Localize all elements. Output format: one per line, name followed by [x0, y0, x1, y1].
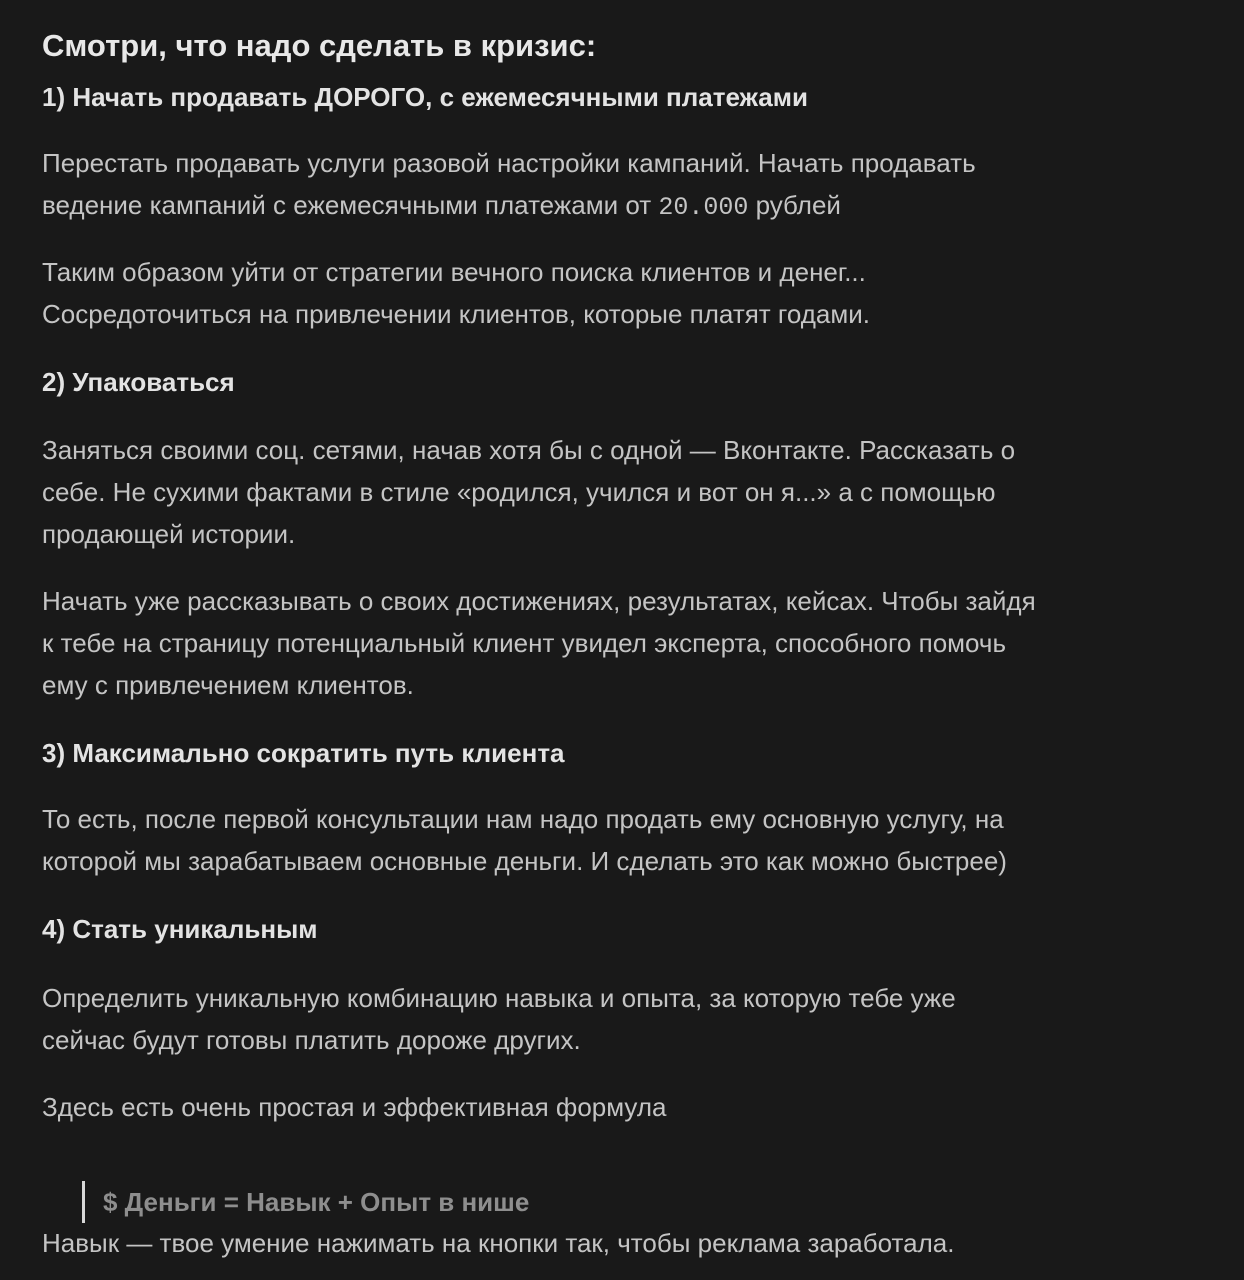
text-line: Заняться своими соц. сетями, начав хотя бы с одной — Вконтакте. Рассказать о: [42, 435, 1016, 465]
section-heading-4: 4) Стать уникальным: [42, 914, 318, 944]
price-value: 20.000: [658, 193, 749, 222]
text-line: ему с привлечением клиентов.: [42, 670, 414, 700]
text-line: Начать уже рассказывать о своих достижениях, результатах, кейсах. Чтобы зайдя: [42, 586, 1036, 616]
text-line: Определить уникальную комбинацию навыка и опыта, за которую тебе уже: [42, 983, 956, 1013]
text-line: [42, 184, 1222, 229]
text-line: себе. Не сухими фактами в стиле «родился, учился и вот он я...» а с помощью: [42, 477, 996, 507]
article-title: Смотри, что надо сделать в кризис:: [42, 28, 597, 63]
text-line: То есть, после первой консультации нам надо продать ему основную услугу, на: [42, 804, 1004, 834]
text-fragment: ведение кампаний с ежемесячными платежами от: [42, 190, 659, 220]
section-heading-1: 1) Начать продавать ДОРОГО, с ежемесячными платежами: [42, 82, 808, 112]
final-paragraph: [42, 1222, 1222, 1264]
text-line: Навык — твое умение нажимать на кнопки так, чтобы реклама заработала.: [42, 1228, 955, 1258]
text-line: сейчас будут готовы платить дороже других.: [42, 1025, 581, 1055]
text-line: Перестать продавать услуги разовой настройки кампаний. Начать продавать: [42, 148, 976, 178]
text-line: к тебе на страницу потенциальный клиент увидел эксперта, способного помочь: [42, 628, 1007, 658]
section-3-paragraph-1: [42, 798, 1222, 882]
formula-quote: $ Деньги = Навык + Опыт в нише: [82, 1181, 529, 1223]
text-line: Здесь есть очень простая и эффективная формула: [42, 1092, 667, 1122]
text-fragment: рублей: [748, 190, 841, 220]
section-1-paragraph-2: [42, 251, 1222, 335]
text-line: продающей истории.: [42, 519, 296, 549]
section-heading-2: 2) Упаковаться: [42, 367, 235, 397]
section-1-paragraph-1: [42, 142, 1222, 229]
text-line: которой мы зарабатываем основные деньги. И сделать это как можно быстрее): [42, 846, 1007, 876]
section-2-paragraph-1: [42, 429, 1222, 555]
text-line: Сосредоточиться на привлечении клиентов, которые платят годами.: [42, 299, 870, 329]
section-4-paragraph-1: [42, 977, 1222, 1061]
section-heading-3: 3) Максимально сократить путь клиента: [42, 738, 565, 768]
section-2-paragraph-2: [42, 580, 1222, 706]
text-line: Таким образом уйти от стратегии вечного поиска клиентов и денег...: [42, 257, 866, 287]
section-4-paragraph-2: [42, 1086, 1222, 1128]
